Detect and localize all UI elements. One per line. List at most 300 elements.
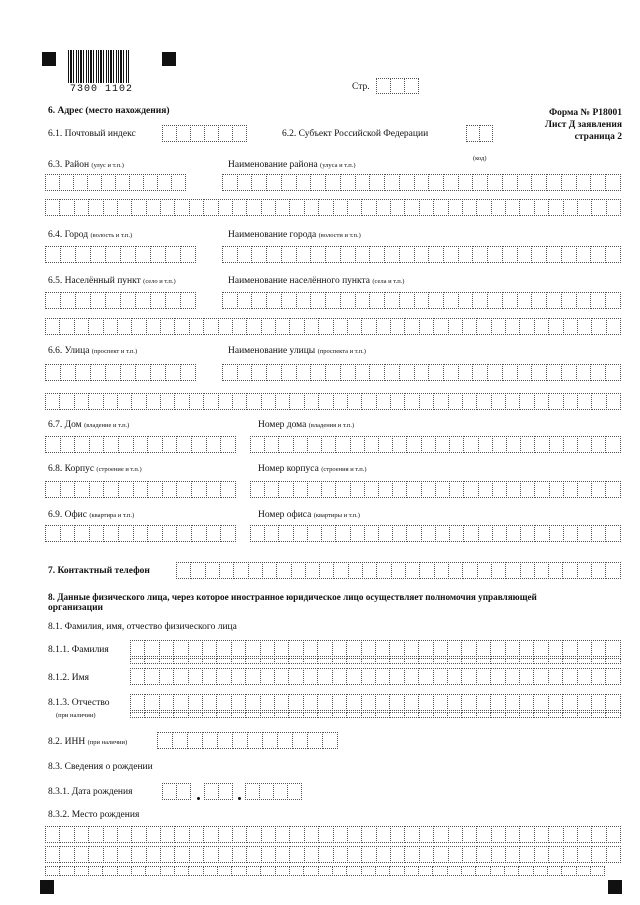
input-cell[interactable] bbox=[251, 246, 267, 263]
input-cell[interactable] bbox=[548, 712, 563, 718]
input-cell[interactable] bbox=[310, 364, 326, 381]
input-cell[interactable] bbox=[222, 364, 238, 381]
input-cell[interactable] bbox=[476, 694, 491, 711]
input-cell[interactable] bbox=[246, 318, 261, 335]
input-cell[interactable] bbox=[102, 866, 117, 876]
district-name-cells-2[interactable] bbox=[45, 199, 620, 216]
input-cell[interactable] bbox=[561, 364, 577, 381]
input-cell[interactable] bbox=[519, 640, 534, 657]
input-cell[interactable] bbox=[45, 393, 60, 410]
input-cell[interactable] bbox=[260, 640, 275, 657]
input-cell[interactable] bbox=[519, 318, 534, 335]
input-cell[interactable] bbox=[317, 640, 332, 657]
input-cell[interactable] bbox=[60, 364, 76, 381]
input-cell[interactable] bbox=[462, 199, 477, 216]
input-cell[interactable] bbox=[144, 694, 159, 711]
input-cell[interactable] bbox=[159, 668, 174, 685]
input-cell[interactable] bbox=[59, 318, 74, 335]
input-cell[interactable] bbox=[399, 364, 415, 381]
input-cell[interactable] bbox=[303, 694, 318, 711]
input-cell[interactable] bbox=[476, 826, 491, 843]
input-cell[interactable] bbox=[321, 436, 336, 453]
input-cell[interactable] bbox=[478, 525, 493, 542]
input-cell[interactable] bbox=[346, 694, 361, 711]
input-cell[interactable] bbox=[335, 525, 350, 542]
input-cell[interactable] bbox=[307, 732, 323, 749]
input-cell[interactable] bbox=[160, 393, 175, 410]
input-cell[interactable] bbox=[318, 846, 333, 863]
input-cell[interactable] bbox=[432, 866, 447, 876]
phone-cells[interactable] bbox=[176, 562, 620, 579]
input-cell[interactable] bbox=[248, 562, 263, 579]
input-cell[interactable] bbox=[448, 562, 463, 579]
input-cell[interactable] bbox=[340, 292, 356, 309]
input-cell[interactable] bbox=[520, 525, 535, 542]
input-cell[interactable] bbox=[189, 393, 204, 410]
input-cell[interactable] bbox=[174, 393, 189, 410]
input-cell[interactable] bbox=[606, 846, 621, 863]
input-cell[interactable] bbox=[218, 199, 233, 216]
input-cell[interactable] bbox=[264, 436, 279, 453]
input-cell[interactable] bbox=[491, 393, 506, 410]
input-cell[interactable] bbox=[232, 199, 247, 216]
input-cell[interactable] bbox=[203, 826, 218, 843]
input-cell[interactable] bbox=[130, 658, 145, 664]
input-cell[interactable] bbox=[173, 658, 188, 664]
input-cell[interactable] bbox=[289, 199, 304, 216]
input-cell[interactable] bbox=[433, 846, 448, 863]
input-cell[interactable] bbox=[245, 658, 260, 664]
patronymic-cells-2[interactable] bbox=[130, 712, 620, 718]
input-cell[interactable] bbox=[505, 640, 520, 657]
input-cell[interactable] bbox=[147, 436, 163, 453]
input-cell[interactable] bbox=[605, 481, 620, 498]
input-cell[interactable] bbox=[88, 393, 103, 410]
input-cell[interactable] bbox=[218, 826, 233, 843]
input-cell[interactable] bbox=[548, 668, 563, 685]
input-cell[interactable] bbox=[165, 292, 181, 309]
input-cell[interactable] bbox=[174, 318, 189, 335]
input-cell[interactable] bbox=[288, 668, 303, 685]
input-cell[interactable] bbox=[347, 826, 362, 843]
input-cell[interactable] bbox=[45, 846, 60, 863]
subject-code-cells[interactable] bbox=[466, 125, 492, 142]
input-cell[interactable] bbox=[74, 525, 90, 542]
input-cell[interactable] bbox=[591, 562, 606, 579]
input-cell[interactable] bbox=[563, 846, 578, 863]
input-cell[interactable] bbox=[505, 658, 520, 664]
input-cell[interactable] bbox=[405, 562, 420, 579]
input-cell[interactable] bbox=[261, 826, 276, 843]
input-cell[interactable] bbox=[448, 826, 463, 843]
input-cell[interactable] bbox=[404, 668, 419, 685]
input-cell[interactable] bbox=[246, 866, 261, 876]
input-cell[interactable] bbox=[533, 712, 548, 718]
input-cell[interactable] bbox=[548, 694, 563, 711]
input-cell[interactable] bbox=[60, 436, 76, 453]
input-cell[interactable] bbox=[160, 846, 175, 863]
input-cell[interactable] bbox=[487, 364, 503, 381]
input-cell[interactable] bbox=[160, 318, 175, 335]
input-cell[interactable] bbox=[390, 199, 405, 216]
input-cell[interactable] bbox=[220, 525, 236, 542]
input-cell[interactable] bbox=[176, 436, 192, 453]
input-cell[interactable] bbox=[246, 826, 261, 843]
input-cell[interactable] bbox=[180, 364, 196, 381]
input-cell[interactable] bbox=[296, 292, 312, 309]
input-cell[interactable] bbox=[391, 562, 406, 579]
input-cell[interactable] bbox=[404, 393, 419, 410]
input-cell[interactable] bbox=[260, 668, 275, 685]
input-cell[interactable] bbox=[117, 318, 132, 335]
input-cell[interactable] bbox=[490, 694, 505, 711]
input-cell[interactable] bbox=[45, 436, 61, 453]
input-cell[interactable] bbox=[74, 866, 89, 876]
input-cell[interactable] bbox=[120, 364, 136, 381]
input-cell[interactable] bbox=[160, 199, 175, 216]
input-cell[interactable] bbox=[576, 364, 592, 381]
input-cell[interactable] bbox=[418, 694, 433, 711]
input-cell[interactable] bbox=[264, 525, 279, 542]
input-cell[interactable] bbox=[533, 640, 548, 657]
input-cell[interactable] bbox=[404, 640, 419, 657]
input-cell[interactable] bbox=[261, 199, 276, 216]
input-cell[interactable] bbox=[606, 318, 621, 335]
input-cell[interactable] bbox=[103, 436, 119, 453]
input-cell[interactable] bbox=[384, 364, 400, 381]
input-cell[interactable] bbox=[216, 658, 231, 664]
input-cell[interactable] bbox=[251, 292, 267, 309]
input-cell[interactable] bbox=[333, 846, 348, 863]
input-cell[interactable] bbox=[172, 732, 188, 749]
input-cell[interactable] bbox=[390, 318, 405, 335]
input-cell[interactable] bbox=[389, 866, 404, 876]
input-cell[interactable] bbox=[317, 694, 332, 711]
input-cell[interactable] bbox=[347, 199, 362, 216]
input-cell[interactable] bbox=[361, 393, 376, 410]
input-cell[interactable] bbox=[89, 481, 105, 498]
input-cell[interactable] bbox=[384, 246, 400, 263]
input-cell[interactable] bbox=[548, 393, 563, 410]
input-cell[interactable] bbox=[591, 436, 606, 453]
input-cell[interactable] bbox=[443, 292, 459, 309]
input-cell[interactable] bbox=[421, 525, 436, 542]
input-cell[interactable] bbox=[419, 826, 434, 843]
input-cell[interactable] bbox=[274, 712, 289, 718]
office-no-cells[interactable] bbox=[250, 525, 620, 542]
input-cell[interactable] bbox=[60, 246, 76, 263]
input-cell[interactable] bbox=[245, 712, 260, 718]
input-cell[interactable] bbox=[222, 246, 238, 263]
input-cell[interactable] bbox=[404, 826, 419, 843]
input-cell[interactable] bbox=[188, 694, 203, 711]
input-cell[interactable] bbox=[562, 562, 577, 579]
input-cell[interactable] bbox=[237, 174, 253, 191]
input-cell[interactable] bbox=[531, 292, 547, 309]
input-cell[interactable] bbox=[449, 481, 464, 498]
input-cell[interactable] bbox=[505, 694, 520, 711]
input-cell[interactable] bbox=[218, 846, 233, 863]
input-cell[interactable] bbox=[561, 292, 577, 309]
input-cell[interactable] bbox=[105, 364, 121, 381]
input-cell[interactable] bbox=[332, 668, 347, 685]
input-cell[interactable] bbox=[176, 525, 192, 542]
input-cell[interactable] bbox=[340, 174, 356, 191]
input-cell[interactable] bbox=[472, 246, 488, 263]
input-cell[interactable] bbox=[288, 712, 303, 718]
input-cell[interactable] bbox=[188, 658, 203, 664]
input-cell[interactable] bbox=[281, 292, 297, 309]
input-cell[interactable] bbox=[577, 826, 592, 843]
input-cell[interactable] bbox=[289, 318, 304, 335]
input-cell[interactable] bbox=[288, 640, 303, 657]
input-cell[interactable] bbox=[103, 826, 118, 843]
input-cell[interactable] bbox=[260, 694, 275, 711]
input-cell[interactable] bbox=[275, 866, 290, 876]
input-cell[interactable] bbox=[325, 292, 341, 309]
input-cell[interactable] bbox=[45, 826, 60, 843]
input-cell[interactable] bbox=[404, 712, 419, 718]
input-cell[interactable] bbox=[390, 826, 405, 843]
input-cell[interactable] bbox=[333, 826, 348, 843]
input-cell[interactable] bbox=[577, 393, 592, 410]
input-cell[interactable] bbox=[105, 292, 121, 309]
input-cell[interactable] bbox=[375, 668, 390, 685]
input-cell[interactable] bbox=[144, 640, 159, 657]
input-cell[interactable] bbox=[296, 174, 312, 191]
input-cell[interactable] bbox=[591, 712, 606, 718]
input-cell[interactable] bbox=[88, 318, 103, 335]
input-cell[interactable] bbox=[447, 866, 462, 876]
input-cell[interactable] bbox=[504, 866, 519, 876]
input-cell[interactable] bbox=[447, 658, 462, 664]
input-cell[interactable] bbox=[217, 732, 233, 749]
input-cell[interactable] bbox=[517, 364, 533, 381]
input-cell[interactable] bbox=[505, 199, 520, 216]
input-cell[interactable] bbox=[288, 658, 303, 664]
input-cell[interactable] bbox=[546, 292, 562, 309]
input-cell[interactable] bbox=[376, 393, 391, 410]
input-cell[interactable] bbox=[266, 174, 282, 191]
input-cell[interactable] bbox=[362, 562, 377, 579]
street-name-cells-2[interactable] bbox=[45, 393, 620, 410]
input-cell[interactable] bbox=[117, 393, 132, 410]
input-cell[interactable] bbox=[419, 318, 434, 335]
input-cell[interactable] bbox=[419, 199, 434, 216]
input-cell[interactable] bbox=[577, 318, 592, 335]
input-cell[interactable] bbox=[548, 640, 563, 657]
input-cell[interactable] bbox=[476, 640, 491, 657]
input-cell[interactable] bbox=[492, 525, 507, 542]
input-cell[interactable] bbox=[563, 525, 578, 542]
input-cell[interactable] bbox=[378, 481, 393, 498]
first-name-cells[interactable] bbox=[130, 668, 620, 685]
input-cell[interactable] bbox=[519, 694, 534, 711]
input-cell[interactable] bbox=[533, 694, 548, 711]
input-cell[interactable] bbox=[433, 318, 448, 335]
input-cell[interactable] bbox=[534, 826, 549, 843]
input-cell[interactable] bbox=[476, 668, 491, 685]
input-cell[interactable] bbox=[376, 562, 391, 579]
input-cell[interactable] bbox=[274, 640, 289, 657]
input-cell[interactable] bbox=[266, 246, 282, 263]
input-cell[interactable] bbox=[231, 668, 246, 685]
input-cell[interactable] bbox=[520, 481, 535, 498]
input-cell[interactable] bbox=[317, 668, 332, 685]
input-cell[interactable] bbox=[202, 732, 218, 749]
input-cell[interactable] bbox=[216, 694, 231, 711]
input-cell[interactable] bbox=[146, 826, 161, 843]
input-cell[interactable] bbox=[202, 640, 217, 657]
input-cell[interactable] bbox=[74, 199, 89, 216]
input-cell[interactable] bbox=[458, 364, 474, 381]
input-cell[interactable] bbox=[45, 318, 60, 335]
input-cell[interactable] bbox=[130, 694, 145, 711]
input-cell[interactable] bbox=[74, 846, 89, 863]
input-cell[interactable] bbox=[60, 481, 76, 498]
input-cell[interactable] bbox=[563, 318, 578, 335]
input-cell[interactable] bbox=[519, 668, 534, 685]
input-cell[interactable] bbox=[296, 364, 312, 381]
input-cell[interactable] bbox=[492, 436, 507, 453]
input-cell[interactable] bbox=[361, 318, 376, 335]
input-cell[interactable] bbox=[332, 658, 347, 664]
input-cell[interactable] bbox=[548, 199, 563, 216]
input-cell[interactable] bbox=[549, 436, 564, 453]
district-type-cells[interactable] bbox=[45, 174, 185, 191]
input-cell[interactable] bbox=[105, 246, 121, 263]
input-cell[interactable] bbox=[147, 481, 163, 498]
input-cell[interactable] bbox=[332, 694, 347, 711]
locality-name-cells-1[interactable] bbox=[222, 292, 620, 309]
input-cell[interactable] bbox=[90, 246, 106, 263]
input-cell[interactable] bbox=[274, 658, 289, 664]
input-cell[interactable] bbox=[165, 364, 181, 381]
input-cell[interactable] bbox=[350, 481, 365, 498]
input-cell[interactable] bbox=[247, 732, 263, 749]
input-cell[interactable] bbox=[505, 562, 520, 579]
input-cell[interactable] bbox=[322, 732, 338, 749]
input-cell[interactable] bbox=[59, 866, 74, 876]
input-cell[interactable] bbox=[447, 668, 462, 685]
input-cell[interactable] bbox=[103, 199, 118, 216]
input-cell[interactable] bbox=[576, 866, 591, 876]
input-cell[interactable] bbox=[251, 174, 267, 191]
house-no-cells[interactable] bbox=[250, 436, 620, 453]
input-cell[interactable] bbox=[577, 199, 592, 216]
input-cell[interactable] bbox=[562, 658, 577, 664]
input-cell[interactable] bbox=[218, 318, 233, 335]
input-cell[interactable] bbox=[289, 393, 304, 410]
input-cell[interactable] bbox=[520, 436, 535, 453]
input-cell[interactable] bbox=[562, 694, 577, 711]
input-cell[interactable] bbox=[146, 846, 161, 863]
input-cell[interactable] bbox=[433, 640, 448, 657]
input-cell[interactable] bbox=[406, 481, 421, 498]
house-type-cells[interactable] bbox=[45, 436, 235, 453]
input-cell[interactable] bbox=[305, 562, 320, 579]
input-cell[interactable] bbox=[384, 292, 400, 309]
input-cell[interactable] bbox=[462, 318, 477, 335]
input-cell[interactable] bbox=[443, 246, 459, 263]
input-cell[interactable] bbox=[490, 668, 505, 685]
input-cell[interactable] bbox=[304, 826, 319, 843]
input-cell[interactable] bbox=[288, 694, 303, 711]
input-cell[interactable] bbox=[361, 826, 376, 843]
input-cell[interactable] bbox=[216, 640, 231, 657]
input-cell[interactable] bbox=[421, 436, 436, 453]
input-cell[interactable] bbox=[333, 393, 348, 410]
input-cell[interactable] bbox=[605, 436, 620, 453]
input-cell[interactable] bbox=[448, 199, 463, 216]
input-cell[interactable] bbox=[534, 318, 549, 335]
input-cell[interactable] bbox=[346, 640, 361, 657]
input-cell[interactable] bbox=[231, 694, 246, 711]
input-cell[interactable] bbox=[561, 174, 577, 191]
input-cell[interactable] bbox=[333, 199, 348, 216]
input-cell[interactable] bbox=[232, 393, 247, 410]
input-cell[interactable] bbox=[332, 866, 347, 876]
input-cell[interactable] bbox=[219, 562, 234, 579]
input-cell[interactable] bbox=[159, 694, 174, 711]
input-cell[interactable] bbox=[131, 826, 146, 843]
input-cell[interactable] bbox=[304, 318, 319, 335]
birth-place-cells-3[interactable] bbox=[45, 866, 605, 876]
input-cell[interactable] bbox=[133, 436, 149, 453]
input-cell[interactable] bbox=[176, 481, 192, 498]
input-cell[interactable] bbox=[162, 525, 178, 542]
input-cell[interactable] bbox=[260, 712, 275, 718]
input-cell[interactable] bbox=[333, 562, 348, 579]
input-cell[interactable] bbox=[448, 318, 463, 335]
input-cell[interactable] bbox=[174, 846, 189, 863]
page-number-cells[interactable] bbox=[376, 78, 418, 94]
input-cell[interactable] bbox=[369, 292, 385, 309]
input-cell[interactable] bbox=[317, 712, 332, 718]
input-cell[interactable] bbox=[520, 562, 535, 579]
input-cell[interactable] bbox=[173, 712, 188, 718]
input-cell[interactable] bbox=[605, 712, 620, 718]
locality-type-cells[interactable] bbox=[45, 292, 195, 309]
input-cell[interactable] bbox=[340, 364, 356, 381]
input-cell[interactable] bbox=[518, 866, 533, 876]
input-cell[interactable] bbox=[605, 562, 620, 579]
input-cell[interactable] bbox=[233, 562, 248, 579]
input-cell[interactable] bbox=[390, 393, 405, 410]
input-cell[interactable] bbox=[364, 481, 379, 498]
input-cell[interactable] bbox=[428, 174, 444, 191]
input-cell[interactable] bbox=[346, 668, 361, 685]
input-cell[interactable] bbox=[433, 826, 448, 843]
input-cell[interactable] bbox=[150, 364, 166, 381]
input-cell[interactable] bbox=[487, 246, 503, 263]
input-cell[interactable] bbox=[237, 292, 253, 309]
input-cell[interactable] bbox=[310, 246, 326, 263]
input-cell[interactable] bbox=[421, 481, 436, 498]
input-cell[interactable] bbox=[281, 174, 297, 191]
input-cell[interactable] bbox=[591, 826, 606, 843]
input-cell[interactable] bbox=[502, 246, 518, 263]
input-cell[interactable] bbox=[534, 846, 549, 863]
input-cell[interactable] bbox=[88, 199, 103, 216]
input-cell[interactable] bbox=[577, 436, 592, 453]
input-cell[interactable] bbox=[577, 525, 592, 542]
input-cell[interactable] bbox=[74, 481, 90, 498]
input-cell[interactable] bbox=[117, 826, 132, 843]
building-no-cells[interactable] bbox=[250, 481, 620, 498]
input-cell[interactable] bbox=[206, 525, 222, 542]
input-cell[interactable] bbox=[310, 174, 326, 191]
